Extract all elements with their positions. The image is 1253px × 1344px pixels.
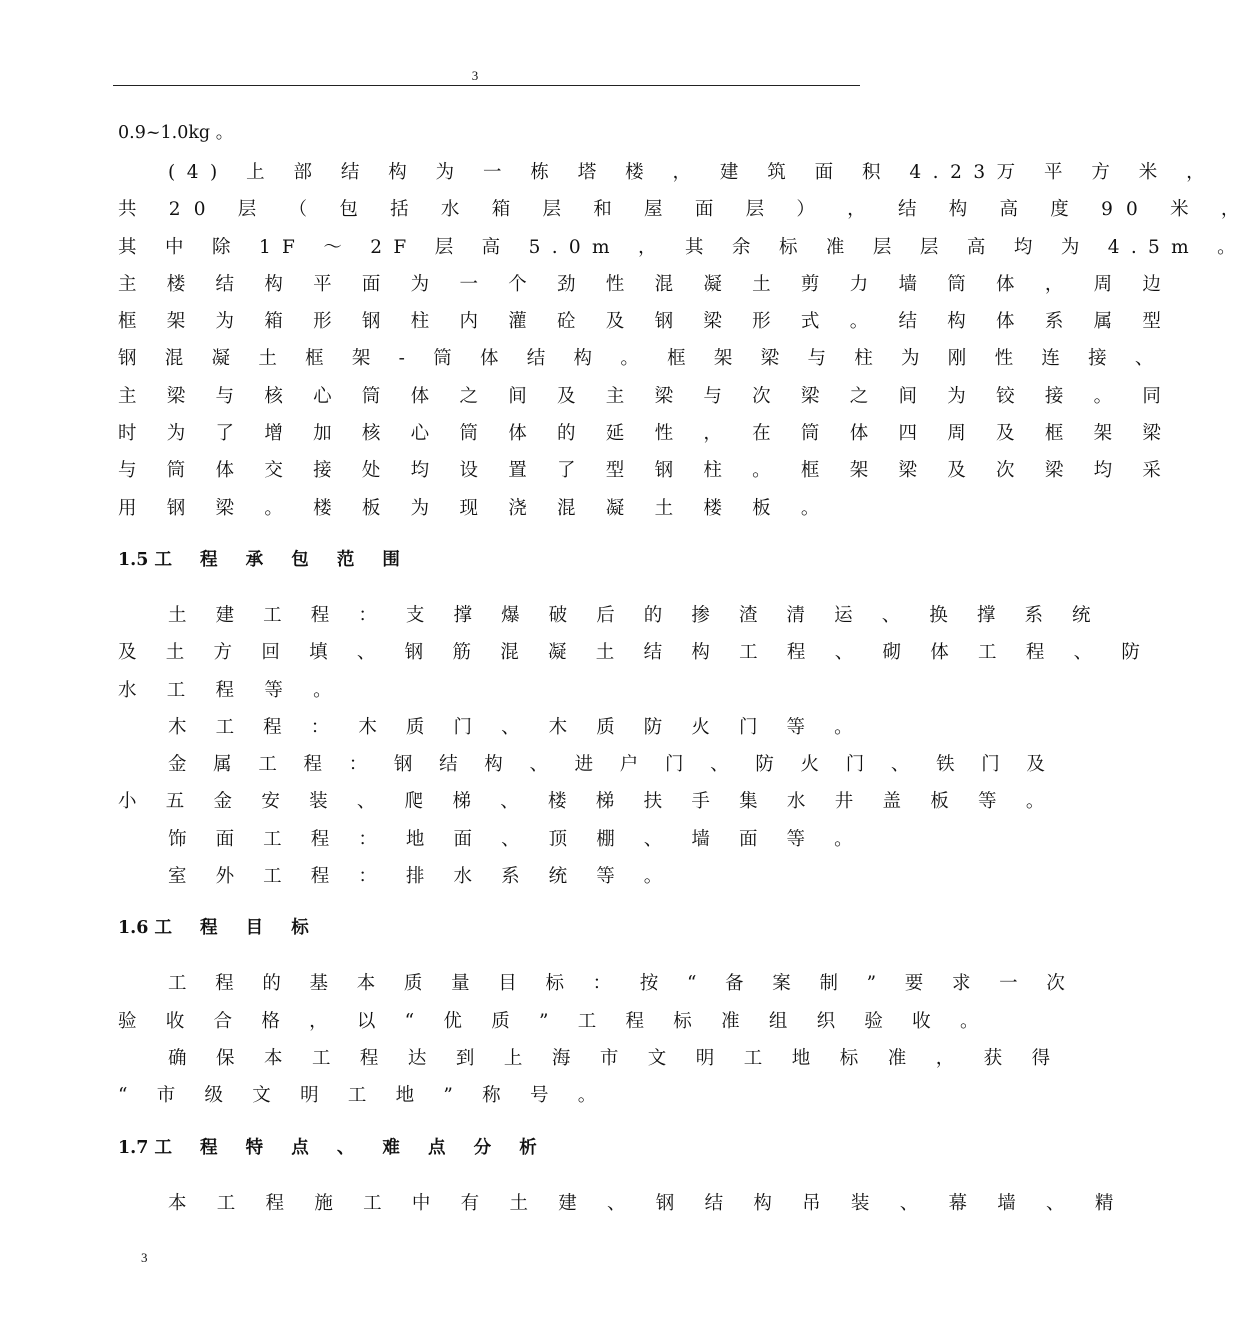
features-intro-line: 本 工 程 施 工 中 有 土 建 、 钢 结 构 吊 装 、 幕 墙 、 精 <box>168 1192 1126 1214</box>
section-title: 工 程 特 点 、 难 点 分 析 <box>154 1137 548 1158</box>
goal-civilized-line: 确 保 本 工 程 达 到 上 海 市 文 明 工 地 标 准 ， 获 得 <box>168 1047 1062 1069</box>
scope-civil-line: 水 工 程 等 。 <box>118 679 344 701</box>
structure-line: 用 钢 梁 。 楼 板 为 现 浇 混 凝 土 楼 板 。 <box>118 497 832 519</box>
scope-outdoor-line: 室 外 工 程 ： 排 水 系 统 等 。 <box>168 866 674 888</box>
section-number: 1.5 <box>118 549 149 570</box>
section-number: 1.6 <box>118 918 149 939</box>
scope-civil-line: 土 建 工 程 ： 支 撑 爆 破 后 的 掺 渣 清 运 、 换 撑 系 统 <box>168 604 1103 626</box>
scope-metal-line: 金 属 工 程 ： 钢 结 构 、 进 户 门 、 防 火 门 、 铁 门 及 <box>168 754 1056 776</box>
structure-line: 其 中 除 1F ～ 2F 层 高 5.0m ， 其 余 标 准 层 层 高 均 为 4.5m 。 <box>118 236 1247 258</box>
scope-finish-line: 饰 面 工 程 ： 地 面 、 顶 棚 、 墙 面 等 。 <box>168 828 865 850</box>
scope-wood-line: 木 工 程 ： 木 质 门 、 木 质 防 火 门 等 。 <box>168 716 865 738</box>
section-title: 工 程 承 包 范 围 <box>154 549 411 570</box>
header-page-number: 3 <box>471 68 479 83</box>
footer-page-number: 3 <box>141 1250 148 1265</box>
section-heading-1-5 <box>118 545 863 575</box>
structure-line: 共 20 层 （ 包 括 水 箱 层 和 屋 面 层 ） ， 结 构 高 度 90 米 ， <box>118 199 1253 221</box>
body-line-top: 0.9~1.0kg 。 <box>118 123 234 143</box>
structure-line: 框 架 为 箱 形 钢 柱 内 灌 砼 及 钢 梁 形 式 。 结 构 体 系 属 型 <box>118 311 1174 333</box>
section-heading-1-7 <box>118 1133 863 1163</box>
section-title: 工 程 目 标 <box>154 918 320 939</box>
scope-metal-line: 小 五 金 安 装 、 爬 梯 、 楼 梯 扶 手 集 水 井 盖 板 等 。 <box>118 791 1057 813</box>
structure-line: 钢 混 凝 土 框 架 - 筒 体 结 构 。 框 架 梁 与 柱 为 刚 性 连 接 、 <box>118 348 1165 370</box>
page-content <box>118 118 1253 1222</box>
structure-line: 主 楼 结 构 平 面 为 一 个 劲 性 混 凝 土 剪 力 墙 筒 体 ， 周 边 <box>118 273 1174 295</box>
goal-quality-line: 工 程 的 基 本 质 量 目 标 ： 按 “ 备 案 制 ” 要 求 一 次 <box>168 973 1077 995</box>
structure-paragraph <box>118 154 1253 527</box>
structure-line: 与 筒 体 交 接 处 均 设 置 了 型 钢 柱 。 框 架 梁 及 次 梁 均 采 <box>118 460 1174 482</box>
header-divider <box>113 85 860 86</box>
structure-line: (4) 上 部 结 构 为 一 栋 塔 楼 ， 建 筑 面 积 4.23万 平 方 米 ， <box>168 162 1217 183</box>
goal-civilized-line: “ 市 级 文 明 工 地 ” 称 号 。 <box>118 1085 608 1107</box>
structure-line: 时 为 了 增 加 核 心 筒 体 的 延 性 ， 在 筒 体 四 周 及 框 架 梁 <box>118 423 1174 445</box>
section-heading-1-6 <box>118 913 863 943</box>
structure-line: 主 梁 与 核 心 筒 体 之 间 及 主 梁 与 次 梁 之 间 为 铰 接 。 同 <box>118 385 1174 407</box>
section-number: 1.7 <box>118 1137 149 1158</box>
scope-civil-line: 及 土 方 回 填 、 钢 筋 混 凝 土 结 构 工 程 、 砌 体 工 程 、 防 <box>118 642 1152 664</box>
goal-quality-line: 验 收 合 格 ， 以 “ 优 质 ” 工 程 标 准 组 织 验 收 。 <box>118 1010 991 1032</box>
